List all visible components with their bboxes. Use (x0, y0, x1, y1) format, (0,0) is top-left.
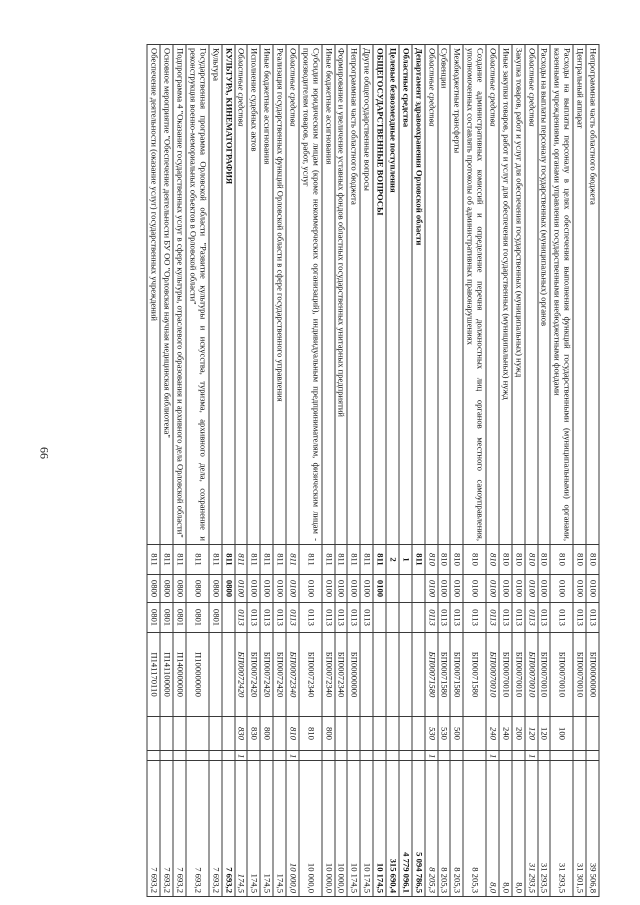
amount-cell: 8,0 (512, 761, 525, 897)
section-code-cell: 0100 (235, 575, 248, 603)
table-row (386, 45, 399, 897)
target-article-cell: БП00070010 (538, 633, 551, 717)
target-article-cell: П100000000 (186, 633, 209, 717)
grbs-code-cell: 1 (399, 545, 412, 575)
section-code-cell: 0100 (499, 575, 512, 603)
source-mark-cell: 1 (425, 751, 438, 761)
expense-type-cell (463, 717, 486, 751)
section-code-cell (386, 575, 399, 603)
amount-cell: 7 693,2 (148, 761, 161, 897)
target-article-cell: БП00072340 (299, 633, 322, 717)
section-code-cell: 0800 (160, 575, 173, 603)
target-article-cell: П141170110 (148, 633, 161, 717)
amount-cell: 174,5 (248, 761, 261, 897)
amount-cell: 174,5 (260, 761, 273, 897)
grbs-code-cell: 811 (348, 545, 361, 575)
subsection-code-cell: 0801 (160, 603, 173, 633)
subsection-code-cell: 0113 (499, 603, 512, 633)
subsection-code-cell: 0113 (273, 603, 286, 633)
row-name-cell: Областные средства (286, 45, 299, 545)
subsection-code-cell: 0113 (335, 603, 348, 633)
table-row (399, 45, 412, 897)
expense-type-cell (586, 717, 599, 751)
row-name-cell: Закупка товаров, работ и услуг для обеспечения государственных (муниципальных) нужд (512, 45, 525, 545)
subsection-code-cell: 0113 (586, 603, 599, 633)
expense-type-cell: 800 (322, 717, 335, 751)
row-name-cell: Центральный аппарат (573, 45, 586, 545)
section-code-cell (412, 575, 425, 603)
source-mark-cell: 1 (486, 751, 499, 761)
section-code-cell: 0100 (586, 575, 599, 603)
source-mark-cell (551, 751, 574, 761)
grbs-code-cell: 811 (335, 545, 348, 575)
source-mark-cell (412, 751, 425, 761)
amount-cell: 7 693,2 (173, 761, 186, 897)
source-mark-cell (586, 751, 599, 761)
table-row (235, 45, 248, 897)
section-code-cell: 0100 (451, 575, 464, 603)
expense-type-cell: 240 (499, 717, 512, 751)
subsection-code-cell: 0113 (260, 603, 273, 633)
amount-cell: 7 693,2 (186, 761, 209, 897)
grbs-code-cell: 811 (235, 545, 248, 575)
row-name-cell: Непрограммная часть областного бюджета (348, 45, 361, 545)
row-name-cell: Целевые безвозмездные поступления (386, 45, 399, 545)
section-code-cell: 0100 (512, 575, 525, 603)
section-code-cell: 0100 (286, 575, 299, 603)
expense-type-cell (335, 717, 348, 751)
subsection-code-cell: 0801 (173, 603, 186, 633)
section-code-cell: 0100 (299, 575, 322, 603)
source-mark-cell (148, 751, 161, 761)
rotated-budget-table (41, 44, 600, 896)
grbs-code-cell: 811 (273, 545, 286, 575)
expense-type-cell: 200 (512, 717, 525, 751)
amount-cell: 10 174,5 (348, 761, 361, 897)
target-article-cell (209, 633, 222, 717)
row-name-cell: Формирование и увеличение уставных фондов областных государственных унитарных предприятий (335, 45, 348, 545)
expense-type-cell (209, 717, 222, 751)
table-row (551, 45, 574, 897)
row-name-cell: Расходы на выплаты персоналу в целях обеспечения выполнения функций государственными (муниципальными) органами, казенными учреждениями, органами управления государственными внебюджетными фондами (551, 45, 574, 545)
subsection-code-cell: 0801 (209, 603, 222, 633)
target-article-cell: БП00070010 (573, 633, 586, 717)
table-row (451, 45, 464, 897)
subsection-code-cell (412, 603, 425, 633)
grbs-code-cell: 811 (186, 545, 209, 575)
section-code-cell: 0100 (273, 575, 286, 603)
target-article-cell (412, 633, 425, 717)
expense-type-cell: 100 (551, 717, 574, 751)
table-row (538, 45, 551, 897)
target-article-cell: БП00070010 (499, 633, 512, 717)
expense-type-cell (222, 717, 235, 751)
subsection-code-cell (386, 603, 399, 633)
table-row (322, 45, 335, 897)
expense-type-cell (412, 717, 425, 751)
budget-table-body (148, 45, 600, 897)
target-article-cell: П140000000 (173, 633, 186, 717)
table-row (412, 45, 425, 897)
row-name-cell: Расходы на выплаты персоналу государственных (муниципальных) органов (538, 45, 551, 545)
target-article-cell: БП00070010 (486, 633, 499, 717)
row-name-cell: Иные бюджетные ассигнования (322, 45, 335, 545)
row-name-cell: Обеспечение деятельности (оказание услуг) государственных учреждений (148, 45, 161, 545)
target-article-cell: БП00072340 (335, 633, 348, 717)
grbs-code-cell: 811 (148, 545, 161, 575)
expense-type-cell: 240 (486, 717, 499, 751)
row-name-cell: Исполнение судебных актов (248, 45, 261, 545)
target-article-cell: БП00072340 (286, 633, 299, 717)
amount-cell: 174,5 (235, 761, 248, 897)
amount-cell: 8 205,3 (463, 761, 486, 897)
amount-cell: 8 205,3 (438, 761, 451, 897)
grbs-code-cell: 811 (222, 545, 235, 575)
grbs-code-cell: 810 (551, 545, 574, 575)
table-row (463, 45, 486, 897)
source-mark-cell (335, 751, 348, 761)
grbs-code-cell: 810 (573, 545, 586, 575)
source-mark-cell (360, 751, 373, 761)
section-code-cell: 0100 (348, 575, 361, 603)
expense-type-cell (399, 717, 412, 751)
grbs-code-cell: 810 (425, 545, 438, 575)
amount-cell: 10 174,5 (360, 761, 373, 897)
source-mark-cell: 1 (525, 751, 538, 761)
table-row (348, 45, 361, 897)
expense-type-cell: 810 (299, 717, 322, 751)
subsection-code-cell: 0113 (573, 603, 586, 633)
expense-type-cell: 120 (538, 717, 551, 751)
amount-cell: 31 293,5 (525, 761, 538, 897)
source-mark-cell (499, 751, 512, 761)
source-mark-cell (399, 751, 412, 761)
target-article-cell: БП00072420 (260, 633, 273, 717)
section-code-cell: 0800 (209, 575, 222, 603)
grbs-code-cell: 811 (260, 545, 273, 575)
target-article-cell: БП00070010 (512, 633, 525, 717)
subsection-code-cell: 0113 (299, 603, 322, 633)
grbs-code-cell: 810 (486, 545, 499, 575)
subsection-code-cell: 0113 (451, 603, 464, 633)
section-code-cell: 0100 (335, 575, 348, 603)
row-name-cell: Субвенции (438, 45, 451, 545)
row-name-cell: Областные средства (525, 45, 538, 545)
row-name-cell: Областные средства (425, 45, 438, 545)
row-name-cell: Реализация государственных функций Орловской области в сфере государственного управления (273, 45, 286, 545)
subsection-code-cell: 0113 (348, 603, 361, 633)
section-code-cell: 0100 (373, 575, 386, 603)
expense-type-cell: 810 (286, 717, 299, 751)
section-code-cell: 0800 (186, 575, 209, 603)
target-article-cell: БП00070010 (551, 633, 574, 717)
row-name-cell: Областные средства (399, 45, 412, 545)
target-article-cell: БП00070010 (525, 633, 538, 717)
section-code-cell: 0100 (360, 575, 373, 603)
section-code-cell: 0800 (148, 575, 161, 603)
source-mark-cell (273, 751, 286, 761)
expense-type-cell: 500 (451, 717, 464, 751)
row-name-cell: КУЛЬТУРА, КИНЕМАТОГРАФИЯ (222, 45, 235, 545)
row-name-cell: Другие общегосударственные вопросы (360, 45, 373, 545)
subsection-code-cell (373, 603, 386, 633)
expense-type-cell: 120 (525, 717, 538, 751)
subsection-code-cell: 0113 (248, 603, 261, 633)
subsection-code-cell: 0113 (360, 603, 373, 633)
expense-type-cell (373, 717, 386, 751)
target-article-cell (386, 633, 399, 717)
source-mark-cell: 1 (286, 751, 299, 761)
amount-cell: 8 205,3 (451, 761, 464, 897)
amount-cell: 174,5 (273, 761, 286, 897)
table-row (486, 45, 499, 897)
expense-type-cell (386, 717, 399, 751)
grbs-code-cell: 810 (499, 545, 512, 575)
table-row (425, 45, 438, 897)
subsection-code-cell: 0801 (148, 603, 161, 633)
amount-cell: 39 506,8 (586, 761, 599, 897)
target-article-cell: БП00071580 (438, 633, 451, 717)
amount-cell: 31 293,5 (551, 761, 574, 897)
source-mark-cell (463, 751, 486, 761)
row-name-cell: ОБЩЕГОСУДАРСТВЕННЫЕ ВОПРОСЫ (373, 45, 386, 545)
table-row (248, 45, 261, 897)
row-name-cell: Субсидии юридическим лицам (кроме некоммерческих организаций), индивидуальным предпринимателям, физическим лицам - производителям товаров, работ, услуг (299, 45, 322, 545)
row-name-cell: Основное мероприятие "Обеспечение деятельности БУ ОО "Орловская научная медицинская библиотека" (160, 45, 173, 545)
source-mark-cell (173, 751, 186, 761)
subsection-code-cell (222, 603, 235, 633)
grbs-code-cell: 811 (160, 545, 173, 575)
section-code-cell: 0800 (173, 575, 186, 603)
source-mark-cell (348, 751, 361, 761)
amount-cell: 10 000,0 (335, 761, 348, 897)
grbs-code-cell: 811 (412, 545, 425, 575)
table-row (260, 45, 273, 897)
target-article-cell: БП00072420 (248, 633, 261, 717)
grbs-code-cell: 2 (386, 545, 399, 575)
source-mark-cell (538, 751, 551, 761)
subsection-code-cell: 0113 (525, 603, 538, 633)
table-row (586, 45, 599, 897)
section-code-cell: 0800 (222, 575, 235, 603)
section-code-cell (399, 575, 412, 603)
amount-cell: 8,0 (486, 761, 499, 897)
grbs-code-cell: 811 (360, 545, 373, 575)
source-mark-cell (260, 751, 273, 761)
grbs-code-cell: 810 (525, 545, 538, 575)
amount-cell: 10 000,0 (286, 761, 299, 897)
row-name-cell: Иные бюджетные ассигнования (260, 45, 273, 545)
source-mark-cell (186, 751, 209, 761)
grbs-code-cell: 810 (438, 545, 451, 575)
section-code-cell: 0100 (425, 575, 438, 603)
table-row (209, 45, 222, 897)
source-mark-cell (248, 751, 261, 761)
expense-type-cell (273, 717, 286, 751)
source-mark-cell (451, 751, 464, 761)
grbs-code-cell: 811 (173, 545, 186, 575)
amount-cell: 7 693,2 (222, 761, 235, 897)
section-code-cell: 0100 (260, 575, 273, 603)
expense-type-cell: 800 (260, 717, 273, 751)
table-row (286, 45, 299, 897)
section-code-cell: 0100 (248, 575, 261, 603)
subsection-code-cell: 0113 (438, 603, 451, 633)
grbs-code-cell: 811 (322, 545, 335, 575)
subsection-code-cell: 0801 (186, 603, 209, 633)
section-code-cell: 0100 (525, 575, 538, 603)
table-row (335, 45, 348, 897)
target-article-cell: БП00072420 (235, 633, 248, 717)
amount-cell: 31 293,5 (538, 761, 551, 897)
row-name-cell: Создание административных комиссий и определение перечня должностных лиц органов местного самоуправления, уполномоченных составлять протоколы об административных правонарушениях (463, 45, 486, 545)
table-row (512, 45, 525, 897)
source-mark-cell (573, 751, 586, 761)
section-code-cell: 0100 (438, 575, 451, 603)
table-row (438, 45, 451, 897)
subsection-code-cell: 0113 (286, 603, 299, 633)
row-name-cell: Непрограммная часть областного бюджета (586, 45, 599, 545)
section-code-cell: 0100 (551, 575, 574, 603)
table-row (186, 45, 209, 897)
table-row (373, 45, 386, 897)
grbs-code-cell: 810 (538, 545, 551, 575)
grbs-code-cell: 810 (586, 545, 599, 575)
section-code-cell: 0100 (463, 575, 486, 603)
target-article-cell: БП00071580 (425, 633, 438, 717)
target-article-cell (373, 633, 386, 717)
target-article-cell: П141100000 (160, 633, 173, 717)
expense-type-cell (348, 717, 361, 751)
row-name-cell: Межбюджетные трансферты (451, 45, 464, 545)
table-row (525, 45, 538, 897)
subsection-code-cell: 0113 (486, 603, 499, 633)
source-mark-cell (373, 751, 386, 761)
budget-table (147, 44, 600, 897)
subsection-code-cell: 0113 (512, 603, 525, 633)
grbs-code-cell: 811 (209, 545, 222, 575)
expense-type-cell (360, 717, 373, 751)
subsection-code-cell: 0113 (322, 603, 335, 633)
amount-cell: 31 301,5 (573, 761, 586, 897)
target-article-cell (399, 633, 412, 717)
row-name-cell: Иные закупки товаров, работ и услуг для обеспечения государственных (муниципальных) нужд (499, 45, 512, 545)
amount-cell: 7 693,2 (160, 761, 173, 897)
subsection-code-cell: 0113 (551, 603, 574, 633)
amount-cell: 5 094 786,5 (412, 761, 425, 897)
row-name-cell: Департамент здравоохранения Орловской области (412, 45, 425, 545)
grbs-code-cell: 811 (286, 545, 299, 575)
amount-cell: 10 174,5 (373, 761, 386, 897)
amount-cell: 10 000,0 (322, 761, 335, 897)
page-number: 66 (37, 447, 52, 459)
table-row (499, 45, 512, 897)
section-code-cell: 0100 (486, 575, 499, 603)
target-article-cell (222, 633, 235, 717)
expense-type-cell (173, 717, 186, 751)
target-article-cell: БП00000000 (348, 633, 361, 717)
table-row (573, 45, 586, 897)
expense-type-cell: 530 (438, 717, 451, 751)
grbs-code-cell: 811 (373, 545, 386, 575)
source-mark-cell (222, 751, 235, 761)
grbs-code-cell: 810 (512, 545, 525, 575)
row-name-cell: Областные средства (486, 45, 499, 545)
expense-type-cell (186, 717, 209, 751)
table-row (360, 45, 373, 897)
grbs-code-cell: 811 (248, 545, 261, 575)
expense-type-cell (573, 717, 586, 751)
row-name-cell: Областные средства (235, 45, 248, 545)
target-article-cell: БП00000000 (586, 633, 599, 717)
grbs-code-cell: 810 (451, 545, 464, 575)
table-row (222, 45, 235, 897)
section-code-cell: 0100 (538, 575, 551, 603)
subsection-code-cell: 0113 (425, 603, 438, 633)
expense-type-cell (160, 717, 173, 751)
row-name-cell: Культура (209, 45, 222, 545)
grbs-code-cell: 811 (299, 545, 322, 575)
subsection-code-cell: 0113 (463, 603, 486, 633)
table-row (299, 45, 322, 897)
table-row (160, 45, 173, 897)
section-code-cell: 0100 (573, 575, 586, 603)
target-article-cell: БП00072340 (322, 633, 335, 717)
source-mark-cell (322, 751, 335, 761)
subsection-code-cell: 0113 (538, 603, 551, 633)
table-row (273, 45, 286, 897)
source-mark-cell (299, 751, 322, 761)
amount-cell: 7 693,2 (209, 761, 222, 897)
expense-type-cell: 530 (425, 717, 438, 751)
expense-type-cell: 830 (235, 717, 248, 751)
expense-type-cell: 830 (248, 717, 261, 751)
source-mark-cell (160, 751, 173, 761)
source-mark-cell (209, 751, 222, 761)
amount-cell: 10 000,0 (299, 761, 322, 897)
grbs-code-cell: 810 (463, 545, 486, 575)
subsection-code-cell: 0113 (235, 603, 248, 633)
table-row (173, 45, 186, 897)
target-article-cell: БП00071580 (451, 633, 464, 717)
row-name-cell: Государственная программа Орловской области "Развитие культуры и искусства, туризма, архивного дела, сохранение и реконструкция военно-мемориальных объектов в Орловской области" (186, 45, 209, 545)
target-article-cell: БП00072420 (273, 633, 286, 717)
amount-cell: 8 205,3 (425, 761, 438, 897)
subsection-code-cell (399, 603, 412, 633)
section-code-cell: 0100 (322, 575, 335, 603)
target-article-cell (360, 633, 373, 717)
expense-type-cell (148, 717, 161, 751)
table-row (148, 45, 161, 897)
source-mark-cell: 1 (235, 751, 248, 761)
amount-cell: 315 690,4 (386, 761, 399, 897)
row-name-cell: Подпрограмма 4 "Оказание государственных услуг в сфере культуры, отраслевого образования и архивного дела Орловской области" (173, 45, 186, 545)
source-mark-cell (438, 751, 451, 761)
amount-cell: 4 779 096,1 (399, 761, 412, 897)
amount-cell: 8,0 (499, 761, 512, 897)
source-mark-cell (386, 751, 399, 761)
source-mark-cell (512, 751, 525, 761)
target-article-cell: БП00071580 (463, 633, 486, 717)
